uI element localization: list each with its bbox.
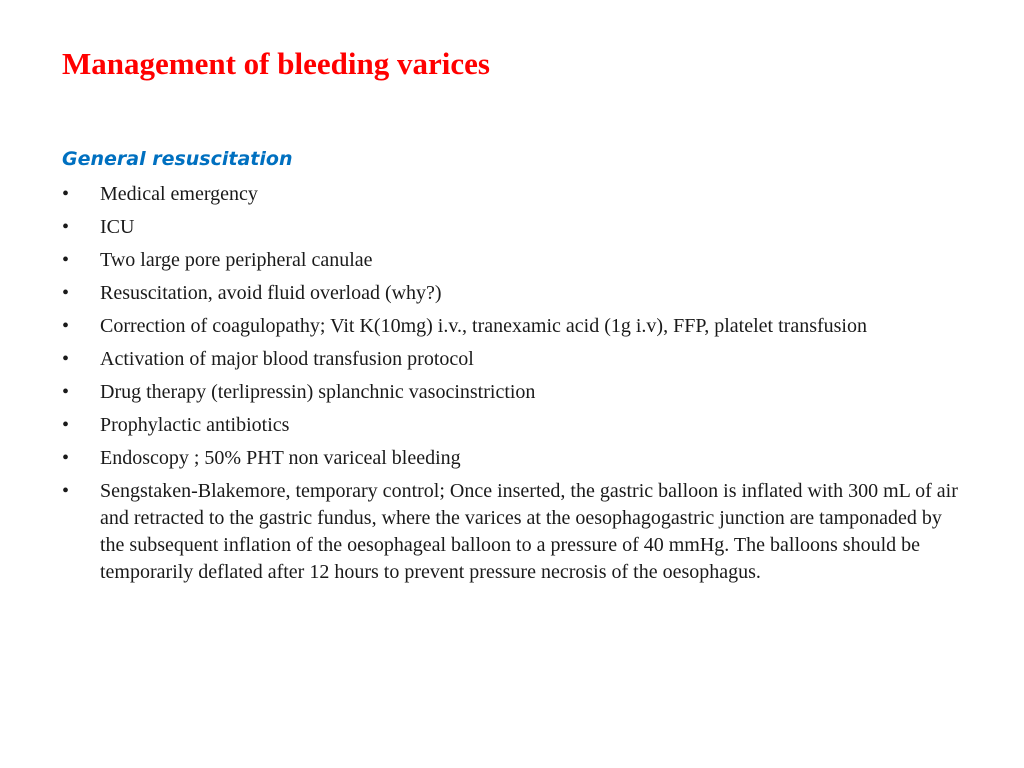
list-item-text: Medical emergency [100, 183, 258, 205]
list-item [62, 346, 962, 373]
list-item-text: Resuscitation, avoid fluid overload (why?) [100, 282, 442, 304]
bullet-icon: • [62, 216, 70, 238]
list-item [62, 247, 962, 274]
list-item-text: Endoscopy ; 50% PHT non variceal bleeding [100, 447, 461, 469]
slide-title: Management of bleeding varices [62, 46, 490, 81]
bullet-icon: • [62, 348, 70, 370]
list-item [62, 379, 962, 406]
list-item-text: Two large pore peripheral canulae [100, 249, 373, 271]
list-item-text: Activation of major blood transfusion protocol [100, 348, 474, 370]
bullet-icon: • [62, 282, 70, 304]
list-item [62, 181, 962, 208]
list-item [62, 412, 962, 439]
bullet-icon: • [62, 414, 70, 436]
bullet-icon: • [62, 447, 70, 469]
list-item [62, 445, 962, 472]
list-item-text: Drug therapy (terlipressin) splanchnic vasocinstriction [100, 381, 536, 403]
list-item [62, 214, 962, 241]
bullet-list [62, 181, 962, 592]
list-item-text: Prophylactic antibiotics [100, 414, 290, 436]
bullet-icon: • [62, 315, 70, 337]
bullet-icon: • [62, 480, 70, 502]
bullet-icon: • [62, 381, 70, 403]
list-item-text: ICU [100, 216, 135, 238]
section-subtitle: General resuscitation [62, 148, 293, 170]
bullet-icon: • [62, 183, 70, 205]
list-item [62, 478, 962, 586]
bullet-icon: • [62, 249, 70, 271]
list-item-text: Sengstaken-Blakemore, temporary control; Once inserted, the gastric balloon is inflated with 300 mL of air and retracted to the gastric fundus, where the varices at the oesophagogastric junction are tamponaded by the subsequent inflation of the oesophageal balloon to a pressure of 40 mmHg. The balloons should be temporarily deflated after 12 hours to prevent pressure necrosis of the oesophagus. [100, 480, 958, 583]
list-item-text: Correction of coagulopathy; Vit K(10mg) i.v., tranexamic acid (1g i.v), FFP, platelet transfusion [100, 315, 867, 337]
list-item [62, 280, 962, 307]
list-item [62, 313, 962, 340]
